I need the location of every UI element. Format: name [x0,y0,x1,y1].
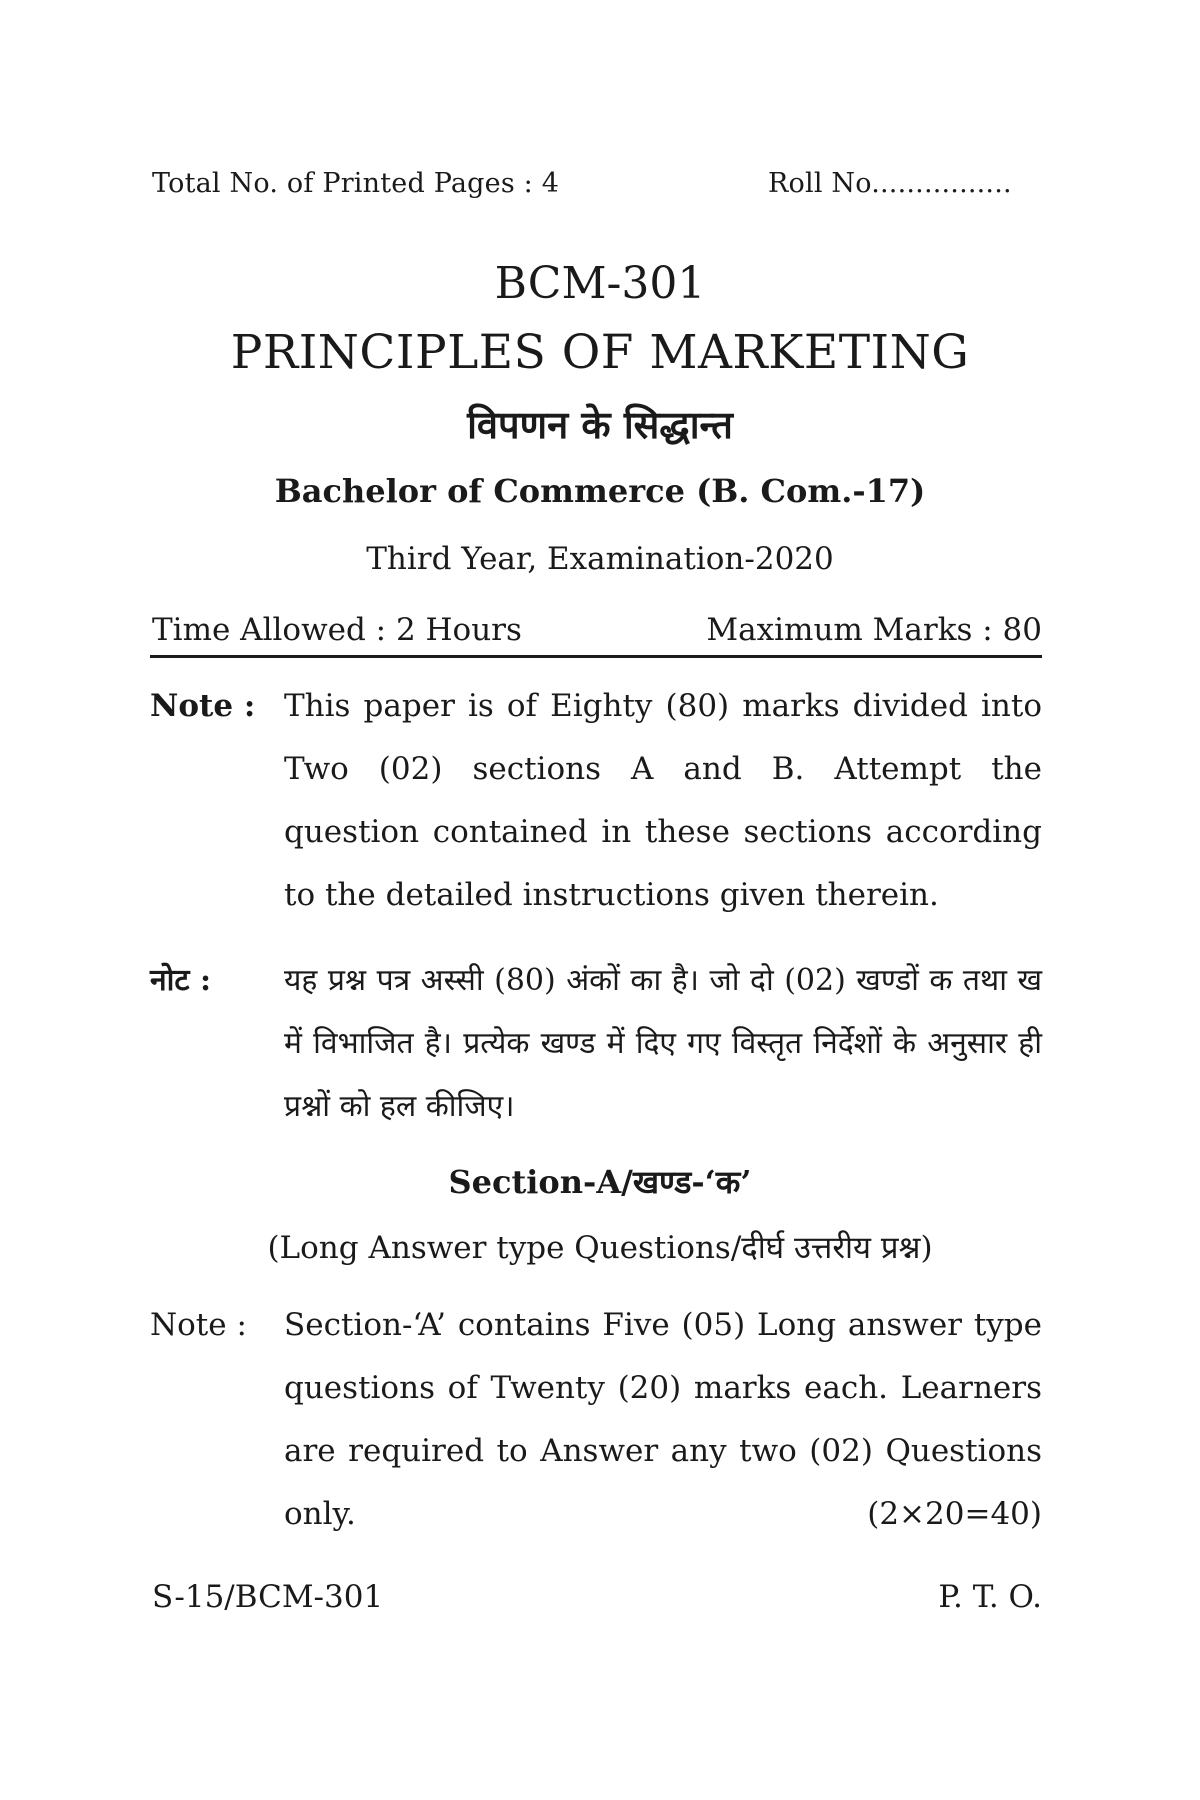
maximum-marks: Maximum Marks : 80 [706,612,1042,648]
section-a-note-label: Note : [150,1307,247,1343]
section-a-note-body: Section-‘A’ contains Five (05) Long answer type questions of Twenty (20) marks each. Learners are required to Answer any two (02) Questions only. [284,1307,1042,1532]
paper-title: PRINCIPLES OF MARKETING [230,325,970,380]
note-hindi-text: यह प्रश्न पत्र अस्सी (80) अंकों का है। जो दो (02) खण्डों क तथा ख में विभाजित है। प्रत्येक खण्ड में दिए गए विस्तृत निर्देशों के अनुसार ही प्रश्नों को हल कीजिए। [284,963,1042,1124]
section-a-title: Section-A/खण्ड-‘क’ [448,1163,752,1201]
total-printed-pages: Total No. of Printed Pages : 4 [152,168,560,199]
section-a-subtitle: (Long Answer type Questions/दीर्घ उत्तरीय प्रश्न) [267,1230,933,1266]
paper-code-heading: BCM-301 [494,258,706,309]
divider-rule [150,655,1042,658]
marks-distribution: (2×20=40) [867,1496,1042,1532]
program-name: Bachelor of Commerce (B. Com.-17) [274,472,926,510]
roll-number-field: Roll No................ [768,168,1012,199]
footer-paper-code: S-15/BCM-301 [152,1579,384,1615]
note-hindi-label: नोट : [150,963,212,998]
exam-year: Third Year, Examination-2020 [366,541,834,577]
paper-title-hindi: विपणन के सिद्धान्त [467,402,733,447]
please-turn-over: P. T. O. [938,1579,1042,1615]
note-english-text: This paper is of Eighty (80) marks divided into Two (02) sections A and B. Attempt the question contained in these sections according to the detailed instructions given therein. [284,688,1042,913]
time-allowed: Time Allowed : 2 Hours [152,612,522,648]
note-english-label: Note : [150,688,256,724]
